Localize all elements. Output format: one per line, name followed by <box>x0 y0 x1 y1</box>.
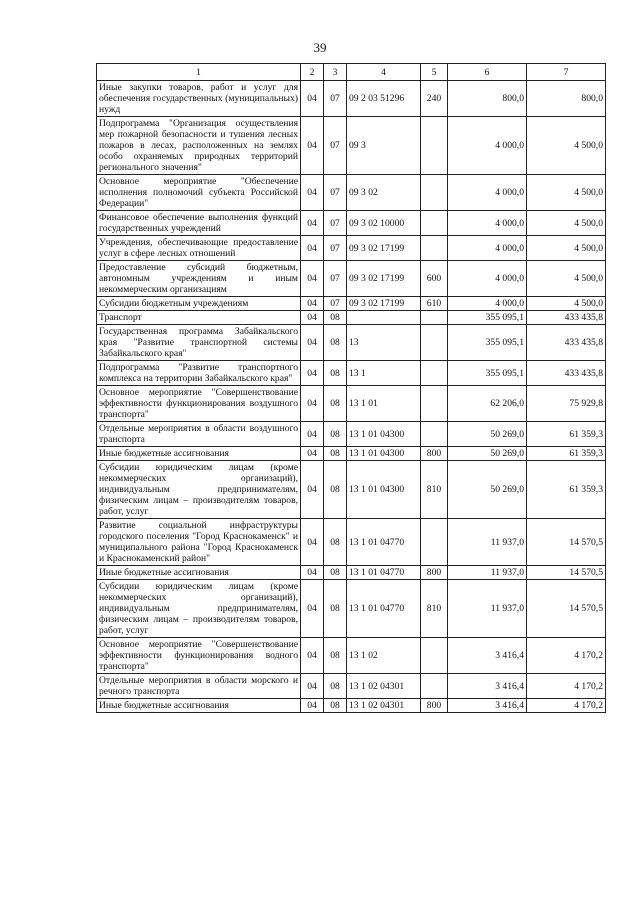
row-expense-type <box>421 674 448 699</box>
table-row <box>97 461 606 519</box>
row-target-code: 09 2 03 51296 <box>347 81 421 117</box>
table-row <box>97 386 606 422</box>
row-amount-2: 433 435,8 <box>527 325 606 361</box>
row-expense-type: 600 <box>421 261 448 297</box>
row-expense-type <box>421 386 448 422</box>
row-subsection: 08 <box>324 325 347 361</box>
row-name: Предоставление субсидий бюджетным, автономным учреждениям и иным некоммерческим организациям <box>97 261 301 297</box>
row-name: Субсидии юридическим лицам (кроме некоммерческих организаций), индивидуальным предпринимателям, физическим лицам – производителям товаров, работ, услуг <box>97 461 301 519</box>
row-amount-2: 4 170,2 <box>527 674 606 699</box>
row-amount-1: 4 000,0 <box>448 261 527 297</box>
row-expense-type: 810 <box>421 461 448 519</box>
row-subsection: 08 <box>324 580 347 638</box>
row-name: Подпрограмма "Развитие транспортного комплекса на территории Забайкальского края" <box>97 361 301 386</box>
row-section: 04 <box>301 325 324 361</box>
table-row <box>97 236 606 261</box>
table-row <box>97 674 606 699</box>
row-target-code: 13 1 02 04301 <box>347 699 421 713</box>
row-expense-type <box>421 175 448 211</box>
row-name: Иные бюджетные ассигнования <box>97 447 301 461</box>
row-name: Отдельные мероприятия в области морского и речного транспорта <box>97 674 301 699</box>
table-row <box>97 447 606 461</box>
row-subsection: 07 <box>324 236 347 261</box>
row-section: 04 <box>301 580 324 638</box>
row-subsection: 08 <box>324 361 347 386</box>
row-subsection: 07 <box>324 297 347 311</box>
row-target-code: 09 3 02 17199 <box>347 261 421 297</box>
row-amount-2: 75 929,8 <box>527 386 606 422</box>
table-row <box>97 81 606 117</box>
row-name: Основное мероприятие "Совершенствование эффективности функционирования водного транспорта" <box>97 638 301 674</box>
row-section: 04 <box>301 81 324 117</box>
row-amount-1: 355 095,1 <box>448 325 527 361</box>
row-target-code: 09 3 02 <box>347 175 421 211</box>
row-target-code: 13 1 <box>347 361 421 386</box>
row-name: Основное мероприятие "Обеспечение исполнения полномочий субъекта Российской Федерации" <box>97 175 301 211</box>
header-col-2: 2 <box>301 64 324 81</box>
row-expense-type <box>421 422 448 447</box>
row-name: Отдельные мероприятия в области воздушного транспорта <box>97 422 301 447</box>
row-name: Финансовое обеспечение выполнения функций государственных учреждений <box>97 211 301 236</box>
row-amount-2: 433 435,8 <box>527 361 606 386</box>
row-section: 04 <box>301 261 324 297</box>
row-amount-2: 14 570,5 <box>527 580 606 638</box>
row-expense-type: 800 <box>421 699 448 713</box>
row-amount-1: 50 269,0 <box>448 422 527 447</box>
table-row <box>97 566 606 580</box>
row-name: Субсидии юридическим лицам (кроме некоммерческих организаций), индивидуальным предпринимателям, физическим лицам – производителям товаров, работ, услуг <box>97 580 301 638</box>
row-amount-1: 800,0 <box>448 81 527 117</box>
row-amount-1: 11 937,0 <box>448 566 527 580</box>
row-amount-2: 4 170,2 <box>527 638 606 674</box>
header-col-4: 4 <box>347 64 421 81</box>
row-amount-2: 4 500,0 <box>527 236 606 261</box>
header-col-6: 6 <box>448 64 527 81</box>
table-body <box>97 81 606 713</box>
row-amount-1: 4 000,0 <box>448 297 527 311</box>
row-subsection: 08 <box>324 311 347 325</box>
row-amount-2: 4 500,0 <box>527 117 606 175</box>
row-amount-1: 50 269,0 <box>448 461 527 519</box>
row-target-code: 09 3 <box>347 117 421 175</box>
header-col-3: 3 <box>324 64 347 81</box>
row-expense-type: 800 <box>421 447 448 461</box>
row-target-code: 09 3 02 17199 <box>347 297 421 311</box>
row-amount-1: 3 416,4 <box>448 674 527 699</box>
row-name: Субсидии бюджетным учреждениям <box>97 297 301 311</box>
row-amount-1: 62 206,0 <box>448 386 527 422</box>
row-expense-type: 240 <box>421 81 448 117</box>
row-section: 04 <box>301 361 324 386</box>
row-subsection: 08 <box>324 566 347 580</box>
row-section: 04 <box>301 638 324 674</box>
table-row <box>97 699 606 713</box>
row-amount-1: 4 000,0 <box>448 117 527 175</box>
row-amount-1: 355 095,1 <box>448 311 527 325</box>
table-row <box>97 297 606 311</box>
row-target-code: 09 3 02 10000 <box>347 211 421 236</box>
row-section: 04 <box>301 297 324 311</box>
row-amount-2: 4 500,0 <box>527 175 606 211</box>
row-name: Иные бюджетные ассигнования <box>97 566 301 580</box>
page-number: 39 <box>313 40 327 55</box>
row-target-code: 13 1 01 04300 <box>347 447 421 461</box>
row-amount-1: 4 000,0 <box>448 236 527 261</box>
row-amount-1: 11 937,0 <box>448 519 527 566</box>
row-name: Иные закупки товаров, работ и услуг для обеспечения государственных (муниципальных) нужд <box>97 81 301 117</box>
row-target-code: 13 1 01 04770 <box>347 580 421 638</box>
row-expense-type <box>421 519 448 566</box>
row-expense-type: 610 <box>421 297 448 311</box>
row-section: 04 <box>301 117 324 175</box>
row-amount-2: 4 500,0 <box>527 261 606 297</box>
row-subsection: 08 <box>324 461 347 519</box>
row-amount-2: 4 170,2 <box>527 699 606 713</box>
row-name: Основное мероприятие "Совершенствование эффективности функционирования воздушного транспорта" <box>97 386 301 422</box>
row-expense-type: 800 <box>421 566 448 580</box>
table-row <box>97 117 606 175</box>
row-subsection: 08 <box>324 519 347 566</box>
row-amount-2: 61 359,3 <box>527 447 606 461</box>
row-section: 04 <box>301 447 324 461</box>
table-row <box>97 580 606 638</box>
row-target-code: 13 <box>347 325 421 361</box>
row-target-code: 13 1 02 <box>347 638 421 674</box>
row-subsection: 08 <box>324 422 347 447</box>
row-amount-2: 14 570,5 <box>527 519 606 566</box>
row-subsection: 07 <box>324 81 347 117</box>
row-expense-type <box>421 325 448 361</box>
row-section: 04 <box>301 175 324 211</box>
row-amount-2: 14 570,5 <box>527 566 606 580</box>
row-expense-type <box>421 361 448 386</box>
row-amount-1: 355 095,1 <box>448 361 527 386</box>
row-section: 04 <box>301 422 324 447</box>
row-subsection: 08 <box>324 699 347 713</box>
row-subsection: 07 <box>324 175 347 211</box>
row-expense-type <box>421 236 448 261</box>
row-amount-1: 4 000,0 <box>448 211 527 236</box>
table-row <box>97 311 606 325</box>
row-target-code: 09 3 02 17199 <box>347 236 421 261</box>
row-section: 04 <box>301 674 324 699</box>
row-section: 04 <box>301 386 324 422</box>
row-expense-type <box>421 117 448 175</box>
row-target-code: 13 1 01 04770 <box>347 519 421 566</box>
row-section: 04 <box>301 699 324 713</box>
row-expense-type: 810 <box>421 580 448 638</box>
header-col-5: 5 <box>421 64 448 81</box>
row-subsection: 08 <box>324 447 347 461</box>
row-amount-1: 11 937,0 <box>448 580 527 638</box>
table-header-row <box>97 64 606 81</box>
row-amount-1: 4 000,0 <box>448 175 527 211</box>
row-target-code <box>347 311 421 325</box>
table-row <box>97 211 606 236</box>
row-amount-2: 4 500,0 <box>527 297 606 311</box>
table-row <box>97 519 606 566</box>
row-subsection: 07 <box>324 211 347 236</box>
row-amount-2: 61 359,3 <box>527 422 606 447</box>
row-expense-type <box>421 311 448 325</box>
table-row <box>97 361 606 386</box>
row-amount-2: 800,0 <box>527 81 606 117</box>
row-name: Подпрограмма "Организация осуществления мер пожарной безопасности и тушения лесных пожаров в лесах, расположенных на землях особо охраняемых природных территорий регионального значения" <box>97 117 301 175</box>
row-section: 04 <box>301 311 324 325</box>
budget-table <box>96 63 606 713</box>
table-row <box>97 261 606 297</box>
row-section: 04 <box>301 211 324 236</box>
row-section: 04 <box>301 236 324 261</box>
table-row <box>97 175 606 211</box>
row-section: 04 <box>301 519 324 566</box>
row-target-code: 13 1 01 04770 <box>347 566 421 580</box>
row-name: Учреждения, обеспечивающие предоставление услуг в сфере лесных отношений <box>97 236 301 261</box>
row-amount-2: 4 500,0 <box>527 211 606 236</box>
row-target-code: 13 1 01 04300 <box>347 461 421 519</box>
row-section: 04 <box>301 566 324 580</box>
row-name: Транспорт <box>97 311 301 325</box>
row-subsection: 08 <box>324 638 347 674</box>
row-subsection: 08 <box>324 386 347 422</box>
row-target-code: 13 1 02 04301 <box>347 674 421 699</box>
row-subsection: 08 <box>324 674 347 699</box>
row-name: Государственная программа Забайкальского края "Развитие транспортной системы Забайкальского края" <box>97 325 301 361</box>
row-expense-type <box>421 638 448 674</box>
table-row <box>97 422 606 447</box>
row-amount-2: 433 435,8 <box>527 311 606 325</box>
header-col-7: 7 <box>527 64 606 81</box>
table-row <box>97 638 606 674</box>
row-amount-1: 50 269,0 <box>448 447 527 461</box>
row-expense-type <box>421 211 448 236</box>
row-target-code: 13 1 01 04300 <box>347 422 421 447</box>
row-subsection: 07 <box>324 117 347 175</box>
row-amount-2: 61 359,3 <box>527 461 606 519</box>
row-name: Иные бюджетные ассигнования <box>97 699 301 713</box>
row-subsection: 07 <box>324 261 347 297</box>
row-amount-1: 3 416,4 <box>448 638 527 674</box>
table-row <box>97 325 606 361</box>
row-amount-1: 3 416,4 <box>448 699 527 713</box>
row-target-code: 13 1 01 <box>347 386 421 422</box>
header-col-1: 1 <box>97 64 301 81</box>
row-section: 04 <box>301 461 324 519</box>
row-name: Развитие социальной инфраструктуры городского поселения "Город Краснокаменск" и муниципального района "Город Краснокаменск и Краснокаменский район" <box>97 519 301 566</box>
